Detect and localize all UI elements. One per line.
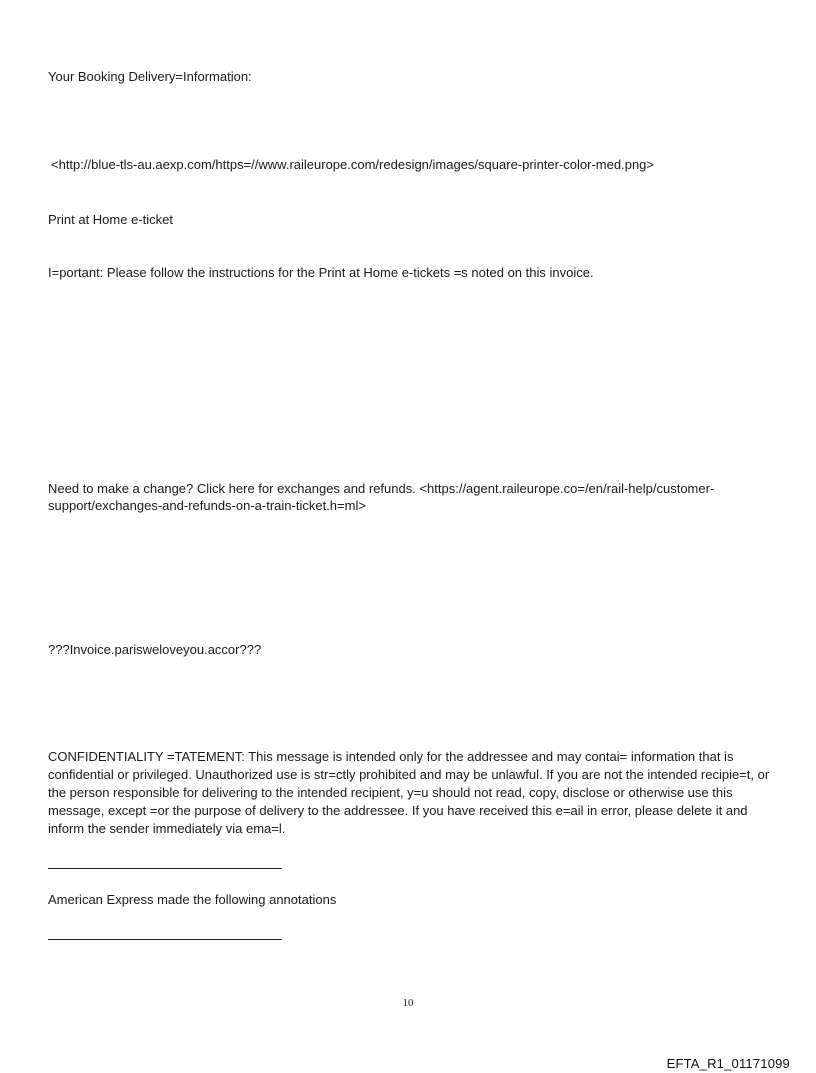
divider-bottom bbox=[48, 939, 282, 940]
delivery-heading: Your Booking Delivery=Information: bbox=[48, 69, 252, 84]
document-id: EFTA_R1_01171099 bbox=[666, 1056, 790, 1071]
important-note: I=portant: Please follow the instructions for the Print at Home e-tickets =s noted on this invoice. bbox=[48, 265, 594, 280]
invoice-reference: ???Invoice.parisweloveyou.accor??? bbox=[48, 642, 262, 657]
annotations-note: American Express made the following annotations bbox=[48, 892, 337, 907]
confidentiality-statement: CONFIDENTIALITY =TATEMENT: This message is intended only for the addressee and may contai= information that is confidential or privileged. Unauthorized use is str=ctly prohibited and may be unlawful. If you are not the intended recipie=t, or the person responsible for delivering to the intended recipient, y=u should not read, copy, disclose or otherwise use this message, except =or the purpose of delivery to the addressee. If you have received this e=ail in error, please delete it and inform the sender immediately via ema=l. bbox=[48, 749, 770, 836]
change-link-line-1[interactable]: Need to make a change? Click here for exchanges and refunds. <https://agent.raileurope.co=/en/rail-help/customer- bbox=[48, 481, 715, 496]
change-link-line-2[interactable]: support/exchanges-and-refunds-on-a-train-ticket.h=ml> bbox=[48, 498, 366, 513]
divider-top bbox=[48, 868, 282, 869]
printer-image-link[interactable]: <http://blue-tls-au.aexp.com/https=//www.raileurope.com/redesign/images/square-printer-color-med.png> bbox=[51, 157, 654, 172]
page-number: 10 bbox=[402, 997, 414, 1009]
ticket-type: Print at Home e-ticket bbox=[48, 212, 173, 227]
